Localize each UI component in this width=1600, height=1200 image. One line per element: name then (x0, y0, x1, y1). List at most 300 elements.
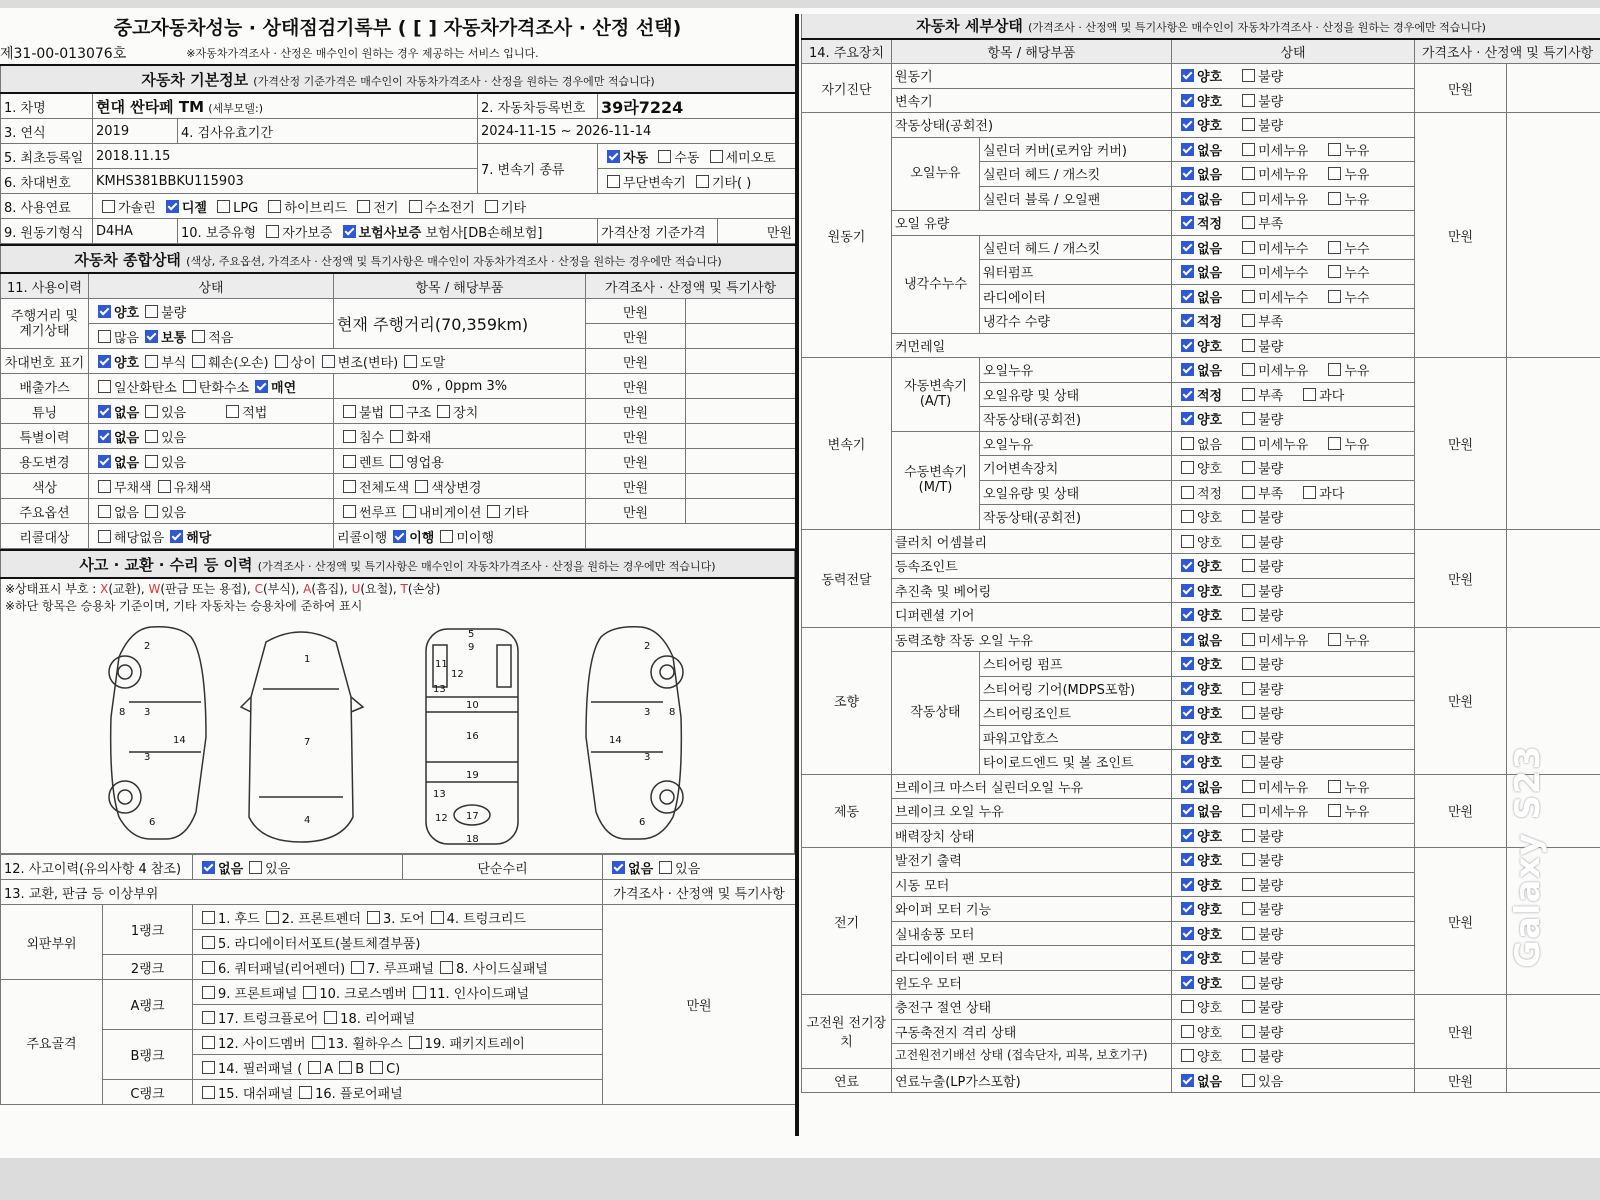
checkbox-wheel-house[interactable] (312, 1036, 325, 1049)
part-label: 등속조인트 (892, 554, 1172, 579)
label-side-right-5: 6 (639, 817, 646, 828)
status-checkbox[interactable] (1181, 804, 1194, 817)
status-checkbox[interactable] (1181, 633, 1194, 646)
status-checkbox[interactable] (1242, 878, 1255, 891)
label-under-7: 19 (466, 770, 479, 781)
checkbox-tuning-yes[interactable] (145, 405, 158, 418)
status-checkbox[interactable] (1181, 755, 1194, 768)
col-detail-price: 가격조사 · 산정액 및 특기사항 (1415, 39, 1600, 64)
checkbox-recall-yes[interactable] (170, 530, 183, 543)
checkbox-radiator-support[interactable] (202, 936, 215, 949)
status-option-label: 누수 (1344, 241, 1370, 257)
status-option-label: 적정 (1197, 486, 1223, 502)
status-checkbox[interactable] (1181, 1025, 1194, 1038)
emission-label: 배출가스 (1, 374, 89, 399)
status-checkbox[interactable] (1181, 706, 1194, 719)
checkbox-inside-panel[interactable] (413, 986, 426, 999)
status-checkbox[interactable] (1328, 167, 1341, 180)
status-option-label: 불량 (1258, 903, 1284, 919)
checkbox-special-none[interactable] (98, 430, 111, 443)
checkbox-vin-damage[interactable] (192, 355, 205, 368)
status-checkbox[interactable] (1242, 927, 1255, 940)
status-option-label: 불량 (1258, 1050, 1284, 1066)
status-checkbox[interactable] (1242, 290, 1255, 303)
status-checkbox[interactable] (1242, 682, 1255, 695)
part-label: 구동축전지 격리 상태 (892, 1019, 1172, 1044)
status-checkbox[interactable] (1242, 265, 1255, 278)
outer-panel-label: 외판부위 (1, 905, 103, 980)
inspection-period-label: 4. 검사유효기간 (178, 119, 478, 144)
status-options (1172, 1068, 1415, 1093)
detail-price-value: 만원 (1415, 1068, 1507, 1093)
checkbox-tuning-illegal[interactable] (343, 405, 356, 418)
checkbox-front-fender[interactable] (266, 911, 279, 924)
status-checkbox[interactable] (1242, 608, 1255, 621)
checkbox-fuel-other[interactable] (485, 200, 498, 213)
status-options (1172, 725, 1415, 750)
status-option-label: 불량 (1258, 535, 1284, 551)
detail-row (802, 848, 1600, 873)
checkbox-pillar-c[interactable] (370, 1061, 383, 1074)
repair-table: 12. 사고이력(유의사항 4 참조) 없음 있음 단순수리 없음 있음 13. 교환, 판금 등 이상부위 가격조사 · 산정액 및 특기사항 외판부위 1랭크 1. 후드 2. 프론트펜더 3. 도어 4. 트렁크리드 만원 5. 라디에이터서포트(볼트체결부품) 2랭크 6. 쿼터패널(리어펜더) 7. 루프패널 8. 사이드실패널 주요골격 A랭크 9. 프론트패널 10. 크로스멤버 11. 인사이드패널 17. 트렁크플로어 18. 리어패널 B랭크 12. 사이드멤버 13. 휠하우스 19. 패키지트레이 14. 필러패널 ( A B C) C랭크 15. 대쉬패널 16. 플로어패널 (0, 854, 796, 1105)
checkbox-auto[interactable] (607, 150, 620, 163)
rank1-label: 1랭크 (103, 905, 193, 955)
checkbox-lpg[interactable] (217, 200, 230, 213)
reg-no-value: 39라7224 (598, 93, 796, 119)
status-checkbox[interactable] (1181, 461, 1194, 474)
col-part: 항목 / 해당부품 (892, 39, 1172, 64)
part-label: 실린더 헤드 / 개스킷 (980, 162, 1172, 187)
checkbox-hc[interactable] (183, 380, 196, 393)
status-checkbox[interactable] (1242, 633, 1255, 646)
status-checkbox[interactable] (1242, 314, 1255, 327)
status-option-label: 적정 (1197, 315, 1223, 331)
checkbox-accident-yes[interactable] (249, 861, 262, 874)
status-option-label: 양호 (1197, 413, 1223, 429)
status-checkbox[interactable] (1181, 486, 1194, 499)
checkbox-mileage-normal[interactable] (145, 330, 158, 343)
detail-note-cell (1507, 529, 1600, 627)
price-cell: 만원 (586, 324, 686, 349)
subgroup-label: 수동변속기(M/T) (892, 431, 980, 529)
status-checkbox[interactable] (1242, 1025, 1255, 1038)
status-option-label: 양호 (1197, 658, 1223, 674)
checkbox-side-sill[interactable] (440, 961, 453, 974)
checkbox-achromatic[interactable] (98, 480, 111, 493)
status-checkbox[interactable] (1242, 1049, 1255, 1062)
status-checkbox[interactable] (1242, 167, 1255, 180)
col-item: 항목 / 해당부품 (334, 273, 586, 299)
status-options (1172, 309, 1415, 334)
label-side-right-4: 3 (644, 752, 651, 763)
status-checkbox[interactable] (1242, 657, 1255, 670)
status-checkbox[interactable] (1242, 829, 1255, 842)
status-option-label: 양호 (1197, 560, 1223, 576)
status-option-label: 양호 (1197, 94, 1223, 110)
checkbox-option-yes[interactable] (145, 505, 158, 518)
checkbox-door[interactable] (367, 911, 380, 924)
status-checkbox[interactable] (1242, 1074, 1255, 1087)
status-option-label: 불량 (1258, 854, 1284, 870)
status-options (1172, 382, 1415, 407)
status-checkbox[interactable] (1242, 461, 1255, 474)
label-top-0: 1 (304, 654, 311, 665)
status-option-label: 부족 (1258, 315, 1284, 331)
checkbox-chromatic[interactable] (158, 480, 171, 493)
status-option-label: 불량 (1258, 878, 1284, 894)
status-checkbox[interactable] (1181, 118, 1194, 131)
status-checkbox[interactable] (1303, 388, 1316, 401)
checkbox-vin-diff[interactable] (275, 355, 288, 368)
exchange-label: 13. 교환, 판금 등 이상부위 (1, 880, 603, 905)
status-option-label: 없음 (1197, 266, 1223, 282)
status-checkbox[interactable] (1328, 241, 1341, 254)
checkbox-self-warranty[interactable] (266, 225, 279, 238)
checkbox-electric[interactable] (357, 200, 370, 213)
status-option-label: 양호 (1197, 756, 1223, 772)
status-option-label: 양호 (1197, 952, 1223, 968)
status-checkbox[interactable] (1181, 510, 1194, 523)
status-checkbox[interactable] (1328, 265, 1341, 278)
mileage-label: 주행거리 및 계기상태 (1, 299, 89, 349)
status-checkbox[interactable] (1181, 412, 1194, 425)
checkbox-vin-good[interactable] (98, 355, 111, 368)
vin-label: 6. 차대번호 (1, 169, 93, 194)
status-options (1172, 652, 1415, 677)
accident-header: 사고 · 교환 · 수리 등 이력 (가격조사 · 산정액 및 특기사항은 매수인이 자동차가격조사 · 산정을 원하는 경우에만 적습니다) (1, 550, 795, 578)
checkbox-use-change-none[interactable] (98, 455, 111, 468)
checkbox-diesel[interactable] (166, 200, 179, 213)
status-checkbox[interactable] (1242, 535, 1255, 548)
checkbox-color-change[interactable] (415, 480, 428, 493)
status-checkbox[interactable] (1181, 608, 1194, 621)
status-checkbox[interactable] (1328, 363, 1341, 376)
status-option-label: 있음 (1258, 1074, 1284, 1090)
checkbox-vin-painted[interactable] (404, 355, 417, 368)
status-checkbox[interactable] (1181, 290, 1194, 303)
checkbox-trunk-floor[interactable] (202, 1011, 215, 1024)
detail-price-value: 만원 (1415, 848, 1507, 995)
checkbox-use-change-yes[interactable] (145, 455, 158, 468)
page-title: 중고자동차성능 · 상태점검기록부 ( [ ] 자동차가격조사 · 산정 선택) (113, 17, 682, 39)
status-checkbox[interactable] (1242, 118, 1255, 131)
status-option-label: 양호 (1197, 878, 1223, 894)
status-option-label: 양호 (1197, 511, 1223, 527)
status-checkbox[interactable] (1328, 633, 1341, 646)
group-label: 자기진단 (802, 64, 892, 113)
checkbox-package-tray[interactable] (409, 1036, 422, 1049)
checkbox-tuning-device[interactable] (437, 405, 450, 418)
checkbox-pillar-b[interactable] (339, 1061, 352, 1074)
checkbox-insurance-warranty[interactable] (343, 225, 356, 238)
status-checkbox[interactable] (1181, 94, 1194, 107)
status-checkbox[interactable] (1181, 216, 1194, 229)
exchange-price-value: 만원 (603, 905, 796, 1105)
status-option-label: 불량 (1258, 927, 1284, 943)
status-checkbox[interactable] (1181, 1074, 1194, 1087)
label-top-1: 7 (304, 737, 311, 748)
status-checkbox[interactable] (1181, 731, 1194, 744)
status-option-label: 불량 (1258, 511, 1284, 527)
status-checkbox[interactable] (1181, 339, 1194, 352)
status-checkbox[interactable] (1242, 143, 1255, 156)
status-options (1172, 407, 1415, 432)
part-label: 오일누유 (980, 358, 1172, 383)
status-checkbox[interactable] (1242, 412, 1255, 425)
detail-row (802, 64, 1600, 89)
mileage-value: 현재 주행거리(70,359km) (334, 299, 586, 349)
checkbox-semi-auto[interactable] (710, 150, 723, 163)
checkbox-recall-not-done[interactable] (440, 530, 453, 543)
color-label: 색상 (1, 474, 89, 499)
checkbox-roof-panel[interactable] (351, 961, 364, 974)
status-checkbox[interactable] (1242, 363, 1255, 376)
status-checkbox[interactable] (1181, 976, 1194, 989)
status-checkbox[interactable] (1181, 902, 1194, 915)
status-checkbox[interactable] (1242, 976, 1255, 989)
checkbox-special-yes[interactable] (145, 430, 158, 443)
status-option-label: 양호 (1197, 462, 1223, 478)
checkbox-rent[interactable] (343, 455, 356, 468)
status-checkbox[interactable] (1242, 804, 1255, 817)
status-checkbox[interactable] (1328, 437, 1341, 450)
status-checkbox[interactable] (1181, 853, 1194, 866)
part-label: 연료누출(LP가스포함) (892, 1068, 1172, 1093)
label-side-right-1: 3 (644, 707, 651, 718)
checkbox-option-none[interactable] (98, 505, 111, 518)
status-checkbox[interactable] (1181, 878, 1194, 891)
status-checkbox[interactable] (1242, 853, 1255, 866)
checkbox-recall-done[interactable] (393, 530, 406, 543)
status-checkbox[interactable] (1181, 314, 1194, 327)
part-label: 클러치 어셈블리 (892, 529, 1172, 554)
status-options (1172, 872, 1415, 897)
group-label: 조향 (802, 627, 892, 774)
checkbox-mileage-few[interactable] (192, 330, 205, 343)
status-checkbox[interactable] (1328, 192, 1341, 205)
status-checkbox[interactable] (1181, 951, 1194, 964)
status-options (1172, 946, 1415, 971)
checkbox-floor-panel[interactable] (299, 1086, 312, 1099)
engine-type-value: D4HA (93, 219, 178, 244)
checkbox-trans-other[interactable] (696, 175, 709, 188)
status-checkbox[interactable] (1181, 388, 1194, 401)
status-checkbox[interactable] (1242, 69, 1255, 82)
status-option-label: 누유 (1344, 437, 1370, 453)
status-checkbox[interactable] (1328, 290, 1341, 303)
checkbox-rear-panel[interactable] (324, 1011, 337, 1024)
checkbox-trunk-lid[interactable] (431, 911, 444, 924)
label-side-left-3: 3 (144, 752, 151, 763)
status-checkbox[interactable] (1242, 437, 1255, 450)
status-checkbox[interactable] (1181, 241, 1194, 254)
status-option-label: 불량 (1258, 682, 1284, 698)
status-checkbox[interactable] (1181, 143, 1194, 156)
group-label: 제동 (802, 774, 892, 848)
vin-mark-label: 차대번호 표기 (1, 349, 89, 374)
status-checkbox[interactable] (1328, 780, 1341, 793)
status-checkbox[interactable] (1242, 706, 1255, 719)
part-label: 작동상태(공회전) (980, 407, 1172, 432)
checkbox-full-paint[interactable] (343, 480, 356, 493)
status-checkbox[interactable] (1181, 682, 1194, 695)
first-reg-value: 2018.11.15 (93, 144, 478, 169)
status-checkbox[interactable] (1242, 780, 1255, 793)
status-checkbox[interactable] (1181, 535, 1194, 548)
checkbox-front-panel[interactable] (202, 986, 215, 999)
transmission-options-1: 자동 수동 세미오토 (598, 144, 796, 169)
status-options (1172, 431, 1415, 456)
price-cell: 만원 (586, 499, 686, 524)
checkbox-gasoline[interactable] (102, 200, 115, 213)
status-checkbox[interactable] (1328, 143, 1341, 156)
vin-value: KMHS381BBKU115903 (93, 169, 478, 194)
status-option-label: 양호 (1197, 976, 1223, 992)
status-checkbox[interactable] (1242, 584, 1255, 597)
checkbox-commercial[interactable] (390, 455, 403, 468)
status-checkbox[interactable] (1242, 241, 1255, 254)
status-checkbox[interactable] (1181, 657, 1194, 670)
status-checkbox[interactable] (1242, 731, 1255, 744)
checkbox-recall-na[interactable] (98, 530, 111, 543)
status-checkbox[interactable] (1181, 437, 1194, 450)
car-damage-diagram (1, 617, 791, 849)
status-checkbox[interactable] (1181, 559, 1194, 572)
checkbox-hybrid[interactable] (268, 200, 281, 213)
status-checkbox[interactable] (1242, 216, 1255, 229)
label-under-3: 12 (451, 669, 464, 680)
status-option-label: 없음 (1197, 290, 1223, 306)
status-checkbox[interactable] (1242, 755, 1255, 768)
status-checkbox[interactable] (1181, 192, 1194, 205)
detail-note-cell (1507, 113, 1600, 358)
transmission-options-2: 무단변속기 기타( ) (598, 169, 796, 194)
status-checkbox[interactable] (1242, 951, 1255, 964)
status-checkbox[interactable] (1242, 339, 1255, 352)
status-checkbox[interactable] (1181, 584, 1194, 597)
part-label: 오일유량 및 상태 (980, 382, 1172, 407)
part-label: 기어변속장치 (980, 456, 1172, 481)
fuel-options: 가솔린 디젤 LPG 하이브리드 전기 수소전기 기타 (93, 194, 796, 219)
checkbox-mileage-bad[interactable] (145, 305, 158, 318)
overall-state-table: 자동차 종합상태 (색상, 주요옵션, 가격조사 · 산정액 및 특기사항은 매수인이 자동차가격조사 · 산정을 원하는 경우에만 적습니다) 11. 사용이력 상태 항목 / 해당부품 가격조사 · 산정액 및 특기사항 주행거리 및 계기상태 양호 불량 현재 주행거리(70,359km) 만원 많음 보통 적음 만원 차대번호 표기 양호 부식 훼손(오손) 상이 변조(변타) 도말 만원 배출가스 일산화탄소 탄화수소 매연 0% , 0ppm 3% 만원 튜닝 없음 있음 적법 불법 구조 장치 만원 특별이력 없음 있음 침수 화재 만원 용도변경 없음 있음 렌트 영업용 만원 색상 무채색 유채색 전체도색 색상변경 만원 주요옵션 없음 있음 썬루프 내비게이션 기타 만원 리콜대상 해당없음 해당 리콜이행 이행 미이행 (0, 244, 796, 549)
checkbox-cross-member[interactable] (303, 986, 316, 999)
status-option-label: 누유 (1344, 143, 1370, 159)
status-option-label: 양호 (1197, 854, 1223, 870)
status-checkbox[interactable] (1181, 167, 1194, 180)
status-checkbox[interactable] (1181, 829, 1194, 842)
status-option-label: 양호 (1197, 731, 1223, 747)
checkbox-vin-altered[interactable] (322, 355, 335, 368)
status-checkbox[interactable] (1181, 265, 1194, 278)
checkbox-mileage-good[interactable] (98, 305, 111, 318)
checkbox-manual[interactable] (658, 150, 671, 163)
checkbox-dash-panel[interactable] (202, 1086, 215, 1099)
status-checkbox[interactable] (1242, 486, 1255, 499)
car-sub-model: (세부모델:) (208, 101, 263, 115)
status-option-label: 누유 (1344, 168, 1370, 184)
status-checkbox[interactable] (1181, 780, 1194, 793)
label-under-0: 5 (468, 629, 475, 640)
checkbox-pillar-panel[interactable] (202, 1061, 215, 1074)
status-checkbox[interactable] (1242, 559, 1255, 572)
status-checkbox[interactable] (1242, 388, 1255, 401)
label-under-5: 10 (466, 700, 479, 711)
status-options (1172, 921, 1415, 946)
status-options (1172, 774, 1415, 799)
status-checkbox[interactable] (1242, 902, 1255, 915)
status-option-label: 미세누수 (1258, 241, 1309, 257)
status-checkbox[interactable] (1328, 804, 1341, 817)
part-label: 실린더 블록 / 오일팬 (980, 186, 1172, 211)
col-price: 가격조사 · 산정액 및 특기사항 (586, 273, 796, 299)
status-option-label: 부족 (1258, 388, 1284, 404)
status-checkbox[interactable] (1242, 192, 1255, 205)
status-checkbox[interactable] (1181, 1049, 1194, 1062)
status-checkbox[interactable] (1181, 927, 1194, 940)
subgroup-label: 냉각수누수 (892, 235, 980, 333)
checkbox-quarter-panel[interactable] (202, 961, 215, 974)
status-options (1172, 480, 1415, 505)
checkbox-tuning-struct[interactable] (390, 405, 403, 418)
checkbox-smoke[interactable] (255, 380, 268, 393)
checkbox-sunroof[interactable] (343, 505, 356, 518)
checkbox-option-other[interactable] (487, 505, 500, 518)
checkbox-simple-repair-yes[interactable] (659, 861, 672, 874)
checkbox-vin-rust[interactable] (145, 355, 158, 368)
status-option-label: 불량 (1258, 976, 1284, 992)
checkbox-co[interactable] (98, 380, 111, 393)
detail-row (802, 627, 1600, 652)
status-checkbox[interactable] (1181, 1000, 1194, 1013)
checkbox-accident-none[interactable] (202, 861, 215, 874)
status-options (1172, 211, 1415, 236)
label-side-right-2: 8 (669, 707, 676, 718)
status-option-label: 불량 (1258, 756, 1284, 772)
checkbox-flood[interactable] (343, 430, 356, 443)
status-option-label: 미세누유 (1258, 143, 1309, 159)
status-options (1172, 848, 1415, 873)
label-under-4: 13 (433, 684, 446, 695)
checkbox-mileage-many[interactable] (98, 330, 111, 343)
status-option-label: 양호 (1197, 339, 1223, 355)
status-checkbox[interactable] (1242, 1000, 1255, 1013)
status-checkbox[interactable] (1181, 363, 1194, 376)
price-cell: 만원 (586, 349, 686, 374)
label-side-right-3: 14 (609, 735, 622, 746)
status-options (1172, 186, 1415, 211)
checkbox-navigation[interactable] (403, 505, 416, 518)
checkbox-pillar-a[interactable] (308, 1061, 321, 1074)
checkbox-fire[interactable] (390, 430, 403, 443)
checkbox-tuning-legal[interactable] (226, 405, 239, 418)
detail-row (802, 358, 1600, 383)
status-option-label: 미세누유 (1258, 780, 1309, 796)
checkbox-side-member[interactable] (202, 1036, 215, 1049)
status-option-label: 부족 (1258, 486, 1284, 502)
checkbox-simple-repair-none[interactable] (612, 861, 625, 874)
checkbox-hydrogen[interactable] (409, 200, 422, 213)
status-checkbox[interactable] (1242, 94, 1255, 107)
checkbox-tuning-none[interactable] (98, 405, 111, 418)
checkbox-cvt[interactable] (607, 175, 620, 188)
status-checkbox[interactable] (1303, 486, 1316, 499)
main-option-label: 주요옵션 (1, 499, 89, 524)
checkbox-hood[interactable] (202, 911, 215, 924)
status-option-label: 누유 (1344, 780, 1370, 796)
status-checkbox[interactable] (1242, 510, 1255, 523)
status-checkbox[interactable] (1181, 69, 1194, 82)
